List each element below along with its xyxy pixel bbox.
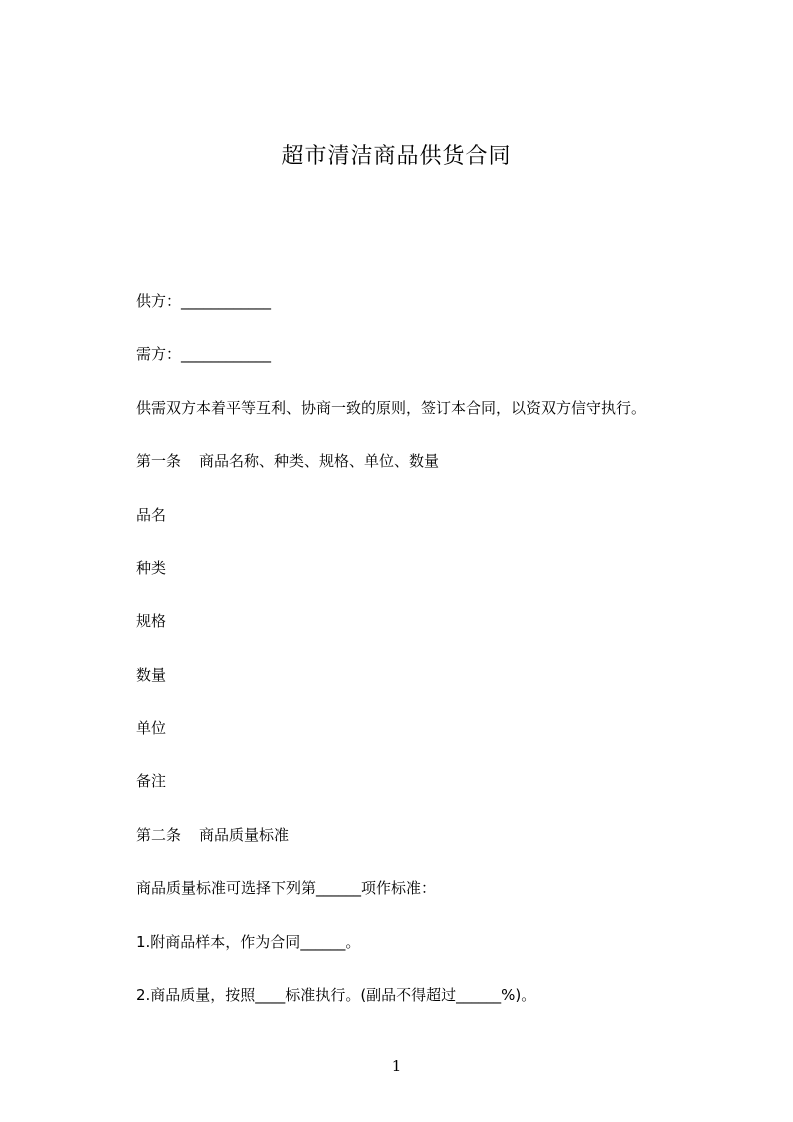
field-unit: 单位 — [136, 719, 167, 737]
article-1-heading — [136, 451, 439, 471]
article-1-number: 第一条 — [136, 452, 182, 470]
article-2-number: 第二条 — [136, 826, 182, 844]
article-2-heading — [136, 825, 289, 845]
quality-item-1: 1.附商品样本，作为合同______。 — [136, 933, 361, 951]
field-category: 种类 — [136, 559, 167, 577]
field-specification: 规格 — [136, 612, 167, 630]
field-remarks: 备注 — [136, 772, 167, 790]
quality-intro: 商品质量标准可选择下列第______项作标准： — [136, 879, 437, 897]
document-title: 超市清洁商品供货合同 — [281, 144, 512, 169]
field-product-name: 品名 — [136, 506, 167, 524]
preamble-text: 供需双方本着平等互利、协商一致的原则，签订本合同，以资双方信守执行。 — [136, 399, 647, 417]
article-1-title: 商品名称、种类、规格、单位、数量 — [199, 452, 440, 470]
page-number: 1 — [391, 1057, 402, 1075]
field-quantity: 数量 — [136, 666, 167, 684]
buyer-line: 需方：____________ — [136, 345, 272, 363]
quality-item-2: 2.商品质量，按照____标准执行。(副品不得超过______%)。 — [136, 986, 537, 1004]
article-2-title: 商品质量标准 — [199, 826, 290, 844]
supplier-line: 供方：____________ — [136, 292, 272, 310]
